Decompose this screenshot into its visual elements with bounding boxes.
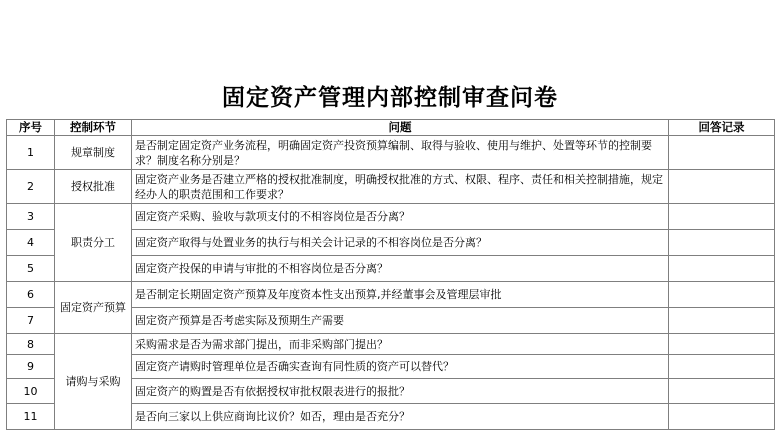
row-question: 固定资产的购置是否有依据授权审批权限表进行的报批？ <box>132 379 669 404</box>
answer-cell[interactable] <box>669 404 775 430</box>
header-seq: 序号 <box>7 120 55 136</box>
row-seq: 8 <box>7 334 55 355</box>
row-seq: 11 <box>7 404 55 430</box>
table-header-row <box>7 120 775 136</box>
row-question: 固定资产业务是否建立严格的授权批准制度，明确授权批准的方式、权限、程序、责任和相关控制措施，规定经办人的职责范围和工作要求？ <box>132 170 669 204</box>
row-control: 固定资产预算 <box>55 282 132 334</box>
header-control: 控制环节 <box>55 120 132 136</box>
row-control: 请购与采购 <box>55 334 132 430</box>
document-title: 固定资产管理内部控制审查问卷 <box>222 85 558 111</box>
answer-cell[interactable] <box>669 256 775 282</box>
row-seq: 6 <box>7 282 55 308</box>
header-answer: 回答记录 <box>669 120 775 136</box>
answer-cell[interactable] <box>669 334 775 355</box>
row-question: 是否制定长期固定资产预算及年度资本性支出预算,并经董事会及管理层审批 <box>132 282 669 308</box>
table-row <box>7 170 775 204</box>
answer-cell[interactable] <box>669 308 775 334</box>
row-question: 固定资产取得与处置业务的执行与相关会计记录的不相容岗位是否分离？ <box>132 230 669 256</box>
row-seq: 4 <box>7 230 55 256</box>
row-seq: 7 <box>7 308 55 334</box>
table-row <box>7 204 775 230</box>
row-seq: 3 <box>7 204 55 230</box>
row-control: 授权批准 <box>55 170 132 204</box>
row-seq: 5 <box>7 256 55 282</box>
row-question: 固定资产请购时管理单位是否确实查询有同性质的资产可以替代？ <box>132 355 669 379</box>
row-question: 是否制定固定资产业务流程，明确固定资产投资预算编制、取得与验收、使用与维护、处置等环节的控制要求？制度名称分别是？ <box>132 136 669 170</box>
answer-cell[interactable] <box>669 355 775 379</box>
answer-cell[interactable] <box>669 136 775 170</box>
answer-cell[interactable] <box>669 204 775 230</box>
header-question: 问题 <box>132 120 669 136</box>
table-row <box>7 136 775 170</box>
table-row <box>7 282 775 308</box>
row-question: 固定资产预算是否考虑实际及预期生产需要 <box>132 308 669 334</box>
row-question: 固定资产采购、验收与款项支付的不相容岗位是否分离？ <box>132 204 669 230</box>
answer-cell[interactable] <box>669 282 775 308</box>
row-question: 采购需求是否为需求部门提出，而非采购部门提出？ <box>132 334 669 355</box>
row-seq: 10 <box>7 379 55 404</box>
answer-cell[interactable] <box>669 230 775 256</box>
row-question: 是否向三家以上供应商询比议价？如否，理由是否充分？ <box>132 404 669 430</box>
row-seq: 1 <box>7 136 55 170</box>
row-control: 职责分工 <box>55 204 132 282</box>
table-row <box>7 334 775 355</box>
row-seq: 9 <box>7 355 55 379</box>
questionnaire-table <box>6 119 775 430</box>
row-seq: 2 <box>7 170 55 204</box>
row-question: 固定资产投保的申请与审批的不相容岗位是否分离？ <box>132 256 669 282</box>
row-control: 规章制度 <box>55 136 132 170</box>
answer-cell[interactable] <box>669 379 775 404</box>
answer-cell[interactable] <box>669 170 775 204</box>
